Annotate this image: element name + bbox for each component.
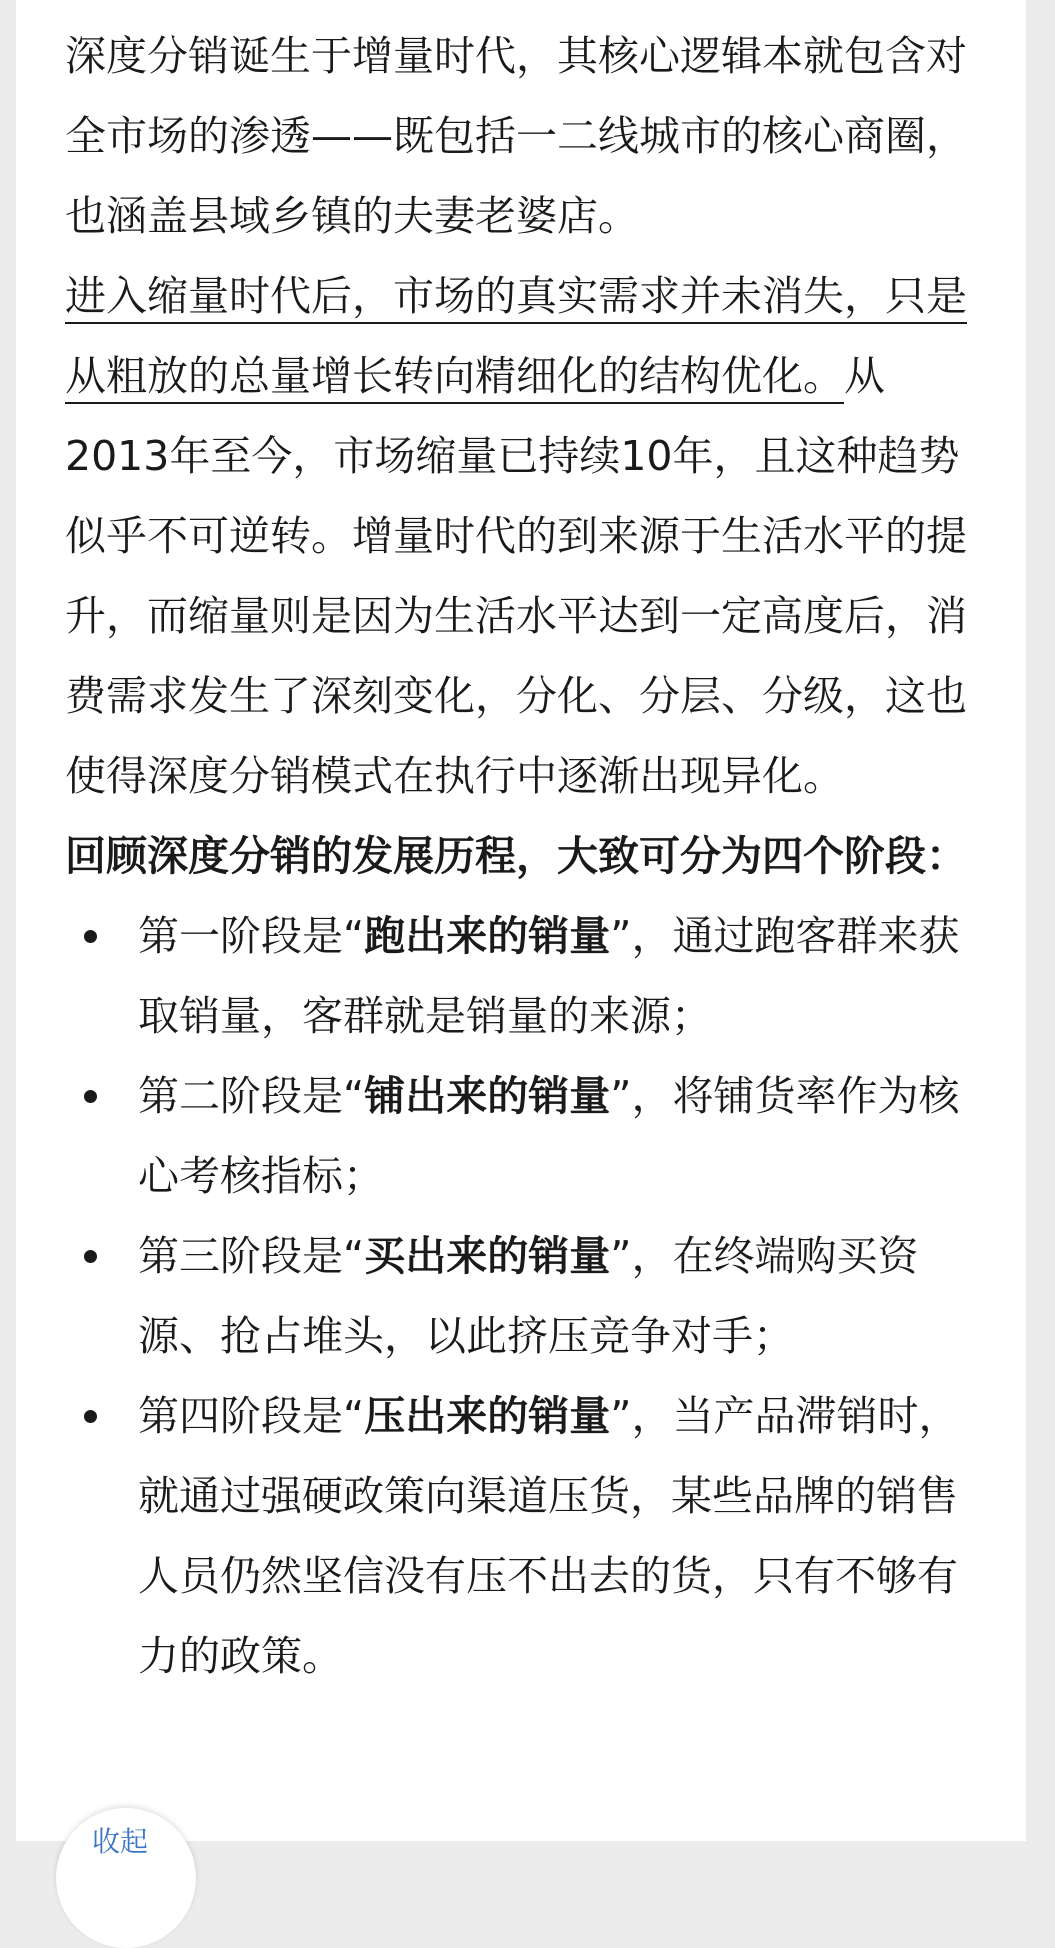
stage-prefix: 第二阶段是“: [138, 1072, 365, 1120]
stage-description: ”，在终端购买资源、抢占堆头，以此挤压竞争对手；: [138, 1232, 919, 1360]
stage-item-3: [65, 1216, 985, 1376]
bullet-icon: [84, 930, 97, 943]
article-body: [65, 16, 985, 1696]
stage-description: ”，当产品滞销时，就通过强硬政策向渠道压货，某些品牌的销售人员仍然坚信没有压不出去的货，只有不够有力的政策。: [138, 1392, 960, 1680]
stage-name: 跑出来的销量: [364, 912, 611, 960]
bullet-icon: [84, 1090, 97, 1103]
stage-item-4: [65, 1376, 985, 1696]
section-heading: 回顾深度分销的发展历程，大致可分为四个阶段：: [65, 832, 967, 880]
stage-item-2: [65, 1056, 985, 1216]
stage-description: ”，将铺货率作为核心考核指标；: [138, 1072, 960, 1200]
stage-name: 压出来的销量: [364, 1392, 611, 1440]
stage-item-1: [65, 896, 985, 1056]
stage-prefix: 第一阶段是“: [138, 912, 365, 960]
collapse-button[interactable]: [56, 1808, 196, 1948]
paragraph-origin: 深度分销诞生于增量时代，其核心逻辑本就包含对全市场的渗透——既包括一二线城市的核心商圈，也涵盖县域乡镇的夫妻老婆店。: [65, 32, 967, 240]
stage-prefix: 第四阶段是“: [138, 1392, 365, 1440]
stage-list: [65, 896, 985, 1696]
stage-description: ”，通过跑客群来获取销量，客群就是销量的来源；: [138, 912, 960, 1040]
article-page: [16, 0, 1026, 1858]
collapse-button-label: 收起: [92, 1825, 149, 1858]
underlined-text: 进入缩量时代后，市场的真实需求并未消失，只是从粗放的总量增长转向精细化的结构优化。: [65, 272, 967, 400]
bullet-icon: [84, 1410, 97, 1423]
paragraph-contraction-text: 从2013年至今，市场缩量已持续10年，且这种趋势似乎不可逆转。增量时代的到来源于生活水平的提升，而缩量则是因为生活水平达到一定高度后，消费需求发生了深刻变化，分化、分层、分级，这也使得深度分销模式在执行中逐渐出现异化。: [65, 352, 967, 800]
stage-prefix: 第三阶段是“: [138, 1232, 365, 1280]
paragraph-contraction: [65, 256, 985, 816]
stage-name: 铺出来的销量: [364, 1072, 611, 1120]
bullet-icon: [84, 1250, 97, 1263]
stage-name: 买出来的销量: [364, 1232, 611, 1280]
